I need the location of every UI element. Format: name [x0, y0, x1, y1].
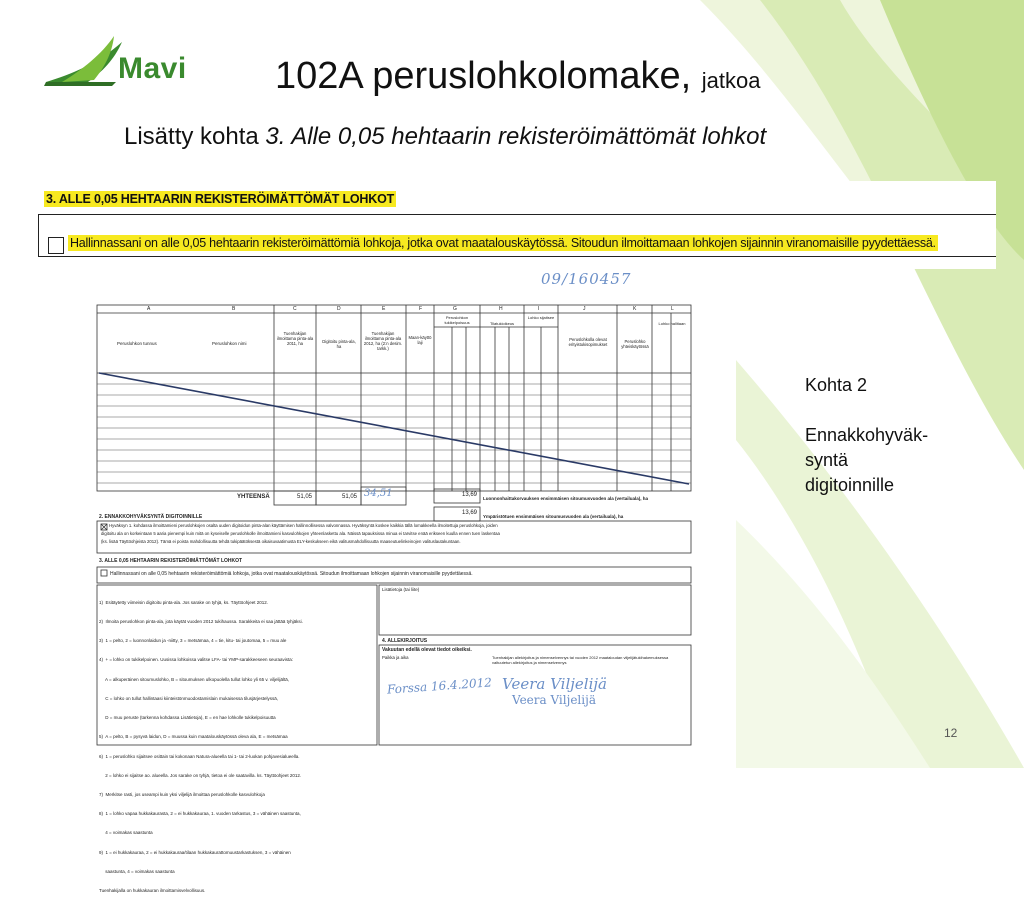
instruction-line: 2) Ilmoita peruslohkon pinta-ala, jota käytät vuoden 2012 tukihaussa. Sarakkeita ei saa jättää tyhjäksi.: [99, 619, 303, 625]
instruction-line: D = muu peruste (tarkenna kohdassa Lisätietoja), E = en hae lohkolle tukikelpoisuutta: [99, 715, 276, 721]
column-header-l: Lohko hallitaan: [658, 321, 686, 326]
scanned-form: [57, 269, 736, 894]
col-letter: F: [419, 306, 423, 312]
col-letter: I: [538, 306, 540, 312]
handwritten-farm-id: 09/160457: [541, 270, 632, 288]
extra-info-label: Lisätietoja (tai liite): [382, 587, 420, 592]
col-letter: A: [147, 306, 151, 312]
total-c: 51,05: [297, 494, 313, 500]
note-line: Kohta 2: [805, 375, 868, 395]
note-line: syntä: [805, 450, 849, 470]
instruction-line: Tuenhakijalla on hukkakauran ilmoittamisvelvollisuus.: [99, 888, 206, 894]
instruction-line: saastunta, 4 = voimakas saastunta: [99, 868, 175, 874]
total-g1: 13,69: [462, 492, 478, 498]
col-letter: E: [382, 306, 386, 312]
highlighted-form-excerpt: [38, 181, 996, 269]
section2-title: 2. ENNAKKOHYVÄKSYNTÄ DIGITOINNILLE: [99, 514, 203, 520]
column-header-f: Maan-käyttö laji: [408, 335, 432, 345]
side-notes: [805, 373, 928, 498]
column-header-a: Peruslohkon tunnus: [117, 341, 157, 346]
col-letter: G: [453, 306, 457, 312]
sign-place-label: Paikka ja aika: [382, 655, 409, 660]
note-line: Ennakkohyväk-: [805, 425, 929, 445]
col-letter: L: [671, 306, 674, 312]
col-letter: D: [337, 306, 341, 312]
column-header-b: Peruslohkon nimi: [212, 341, 247, 346]
col-letter: K: [633, 306, 637, 312]
total-note-2: Ympäristötuen ensimmäisen sitoumusvuoden ala (vertailuala), ha: [483, 514, 624, 519]
instruction-line: 2 = lohko ei sijaitse ao. alueella. Jos sarake on tyhjä, tietoa ei ole saatavilla. ks. Täyttöohjeet 2012.: [99, 772, 302, 778]
column-header-d: Digitoitu pinta-ala, ha: [322, 339, 356, 349]
col-letter: J: [583, 306, 586, 312]
title-main: 102A peruslohkolomake,: [275, 55, 692, 97]
subtitle-italic: 3. Alle 0,05 hehtaarin rekisteröimättömät lohkot: [265, 123, 767, 150]
handwritten-place-date: Forssa 16.4.2012: [386, 675, 493, 697]
section3-text: Hallinnassani on alle 0,05 hehtaarin rekisteröimättömiä lohkoja, jotka ovat maatalouskäytössä. Sitoudun ilmoittamaan lohkojen sijainnin viranomaisille pyydettäessä.: [110, 571, 473, 577]
subtitle-prefix: Lisätty kohta: [124, 123, 259, 150]
slide-title: [275, 55, 760, 98]
total-note-1: Luonnonhaittakorvauksen ensimmäisen sitoumusvuoden ala (vertailuala), ha: [483, 496, 649, 501]
instruction-line: 9) 1 = ei hukkakauraa, 2 = ei hukkakauraa/tilaan hukkakaurattomuustarkastuksen, 3 = vähäinen: [99, 849, 291, 855]
excerpt-checkbox[interactable]: [48, 237, 64, 254]
excerpt-text: Hallinnassani on alle 0,05 hehtaarin rekisteröimättömiä lohkoja, jotka ovat maatalouskäytössä. Sitoudun ilmoittamaan lohkojen sijainnin viranomaisille pyydettäessä.: [70, 236, 936, 250]
column-header-g: Peruslohkon tukikelpoisuus: [444, 315, 470, 325]
instruction-line: 3) 1 = pelto, 2 = luonnonlaidun ja -niitty, 3 = metsämaa, 4 = tie, kitu- tai joutomaa, 5 = muu ale: [99, 638, 287, 644]
instruction-line: 6) 1 = peruslohko sijaitsee osittain tai kokonaan Natura-alueella tai 1- tai 2-luokan pohjavesialueella.: [99, 753, 300, 759]
instruction-line: A = alkuperäinen sitoumuslohko, B = sitoumuksen ulkopuolella tullut lohko yli 65 v. viljelijältä,: [99, 676, 290, 682]
col-letter: H: [499, 306, 503, 312]
logo-text: Mavi: [118, 52, 187, 85]
col-letter: B: [232, 306, 236, 312]
instruction-line: 5) A = pelto, B = pysyvä laidun, D = muussa kuin maatalouskäytössä oleva ala, E = metsämaa: [99, 734, 288, 740]
title-suffix: jatkoa: [701, 68, 761, 93]
column-header-i: Lohko sijaitsee: [527, 315, 555, 320]
note-line: digitoinnille: [805, 475, 895, 495]
column-header-k: Peruslohko yhteiskäytössä: [621, 339, 649, 349]
instruction-line: 4) + = lohko on tukikelpoinen. Uusissa lohkoissa valitse LFA- tai YMP-sarakkeeseen seuraavista:: [99, 657, 294, 663]
section4-subtitle: Vakuutan edellä olevat tiedot oikeiksi.: [382, 647, 472, 653]
total-g2: 13,69: [462, 510, 478, 516]
instruction-line: 8) 1 = lohko vapaa hukkakaurasta, 2 = ei hukkakauraa, 1. vuoden tarkastus, 3 = vähäinen saastunta,: [99, 811, 301, 817]
page-number: 12: [944, 726, 958, 740]
column-header-c: Tuenhakijan ilmoittama pinta-ala 2011, ha: [276, 331, 314, 346]
sign-label: Tuenhakijan allekirjoitus ja nimenselvennys tai vuoden 2012 maataloudan viljelijätukihakemuksessa valtuutetun allekirjoitus ja nimenselvennys: [492, 655, 669, 665]
instruction-line: 4 = voimakas saastunta: [99, 830, 153, 836]
section4-title: 4. ALLEKIRJOITUS: [382, 638, 428, 644]
column-letter-row: [97, 306, 691, 314]
totals-label: YHTEENSÄ: [237, 494, 270, 500]
handwritten-signature: Veera Viljelijä: [502, 675, 607, 693]
excerpt-heading: 3. ALLE 0,05 HEHTAARIN REKISTERÖIMÄTTÖMÄT LOHKOT: [46, 192, 395, 206]
instruction-line: 1) Esitäytetty viimeisin digitoitu pinta-ala. Jos sarake on tyhjä, ks. Täyttöohjeet 2012.: [99, 599, 269, 605]
section2-text-2: digitoitu ala on korkeintaan 5 aaria pienempi kuin mitä on kyseiselle peruslohkolle ilmoittamieni kasvulohkojen yhteenlaskettu ala. Näissä tapauksissa minua ei tarvitse enää erikseen kuulla ennen tuen laskentaa: [101, 531, 500, 536]
handwritten-name: Veera Viljelijä: [512, 693, 596, 707]
instruction-line: C = lohko on tullut hallintaasi kiinteistönmuodostamislain mukaisessa tilusjärjestelyssä,: [99, 695, 278, 701]
slide-subtitle: [124, 123, 766, 151]
section2-text-1: Hyväksyn 1. kohdassa ilmoittamieni peruslohkojen osalta uuden digitoidun pinta-alan käyttämisen hallinnollisessa valvonnassa. Hyväksyntä koskee kaikkia tällä lomakkeella ilmoitettuja peruslohkoja, joiden: [109, 523, 498, 528]
total-d: 51,05: [342, 494, 358, 500]
total-e-handwritten: 34,51: [364, 488, 393, 499]
section2-text-3: (ks. lisää Täyttöohjeista 2012). Tämä ei poista mahdollisuutta tehdä tukipäätöksestä oikaisuvaatimusta ELY-keskukseen eikä valitusmahdollisuutta maaseutuelinkeinojen valituslautakuntaan.: [101, 539, 461, 544]
instructions-list: [99, 587, 375, 907]
column-header-j: Peruslohkolla olevat erityistukisopimukset: [568, 337, 608, 347]
instruction-line: 7) Merkitse rasti, jos useampi kuin yksi viljelijä ilmoittaa peruslohkolle kasvulohkoja: [99, 792, 265, 797]
column-header-h: Tilatukioikeus: [489, 321, 515, 326]
column-header-e: Tuenhakijan ilmoittama pinta-ala 2012, ha (2:n desim. tarkk.): [363, 331, 403, 351]
section3-title: 3. ALLE 0,05 HEHTAARIN REKISTERÖIMÄTTÖMÄT LOHKOT: [99, 558, 243, 564]
note-spacer: [805, 398, 928, 423]
col-letter: C: [293, 306, 297, 312]
